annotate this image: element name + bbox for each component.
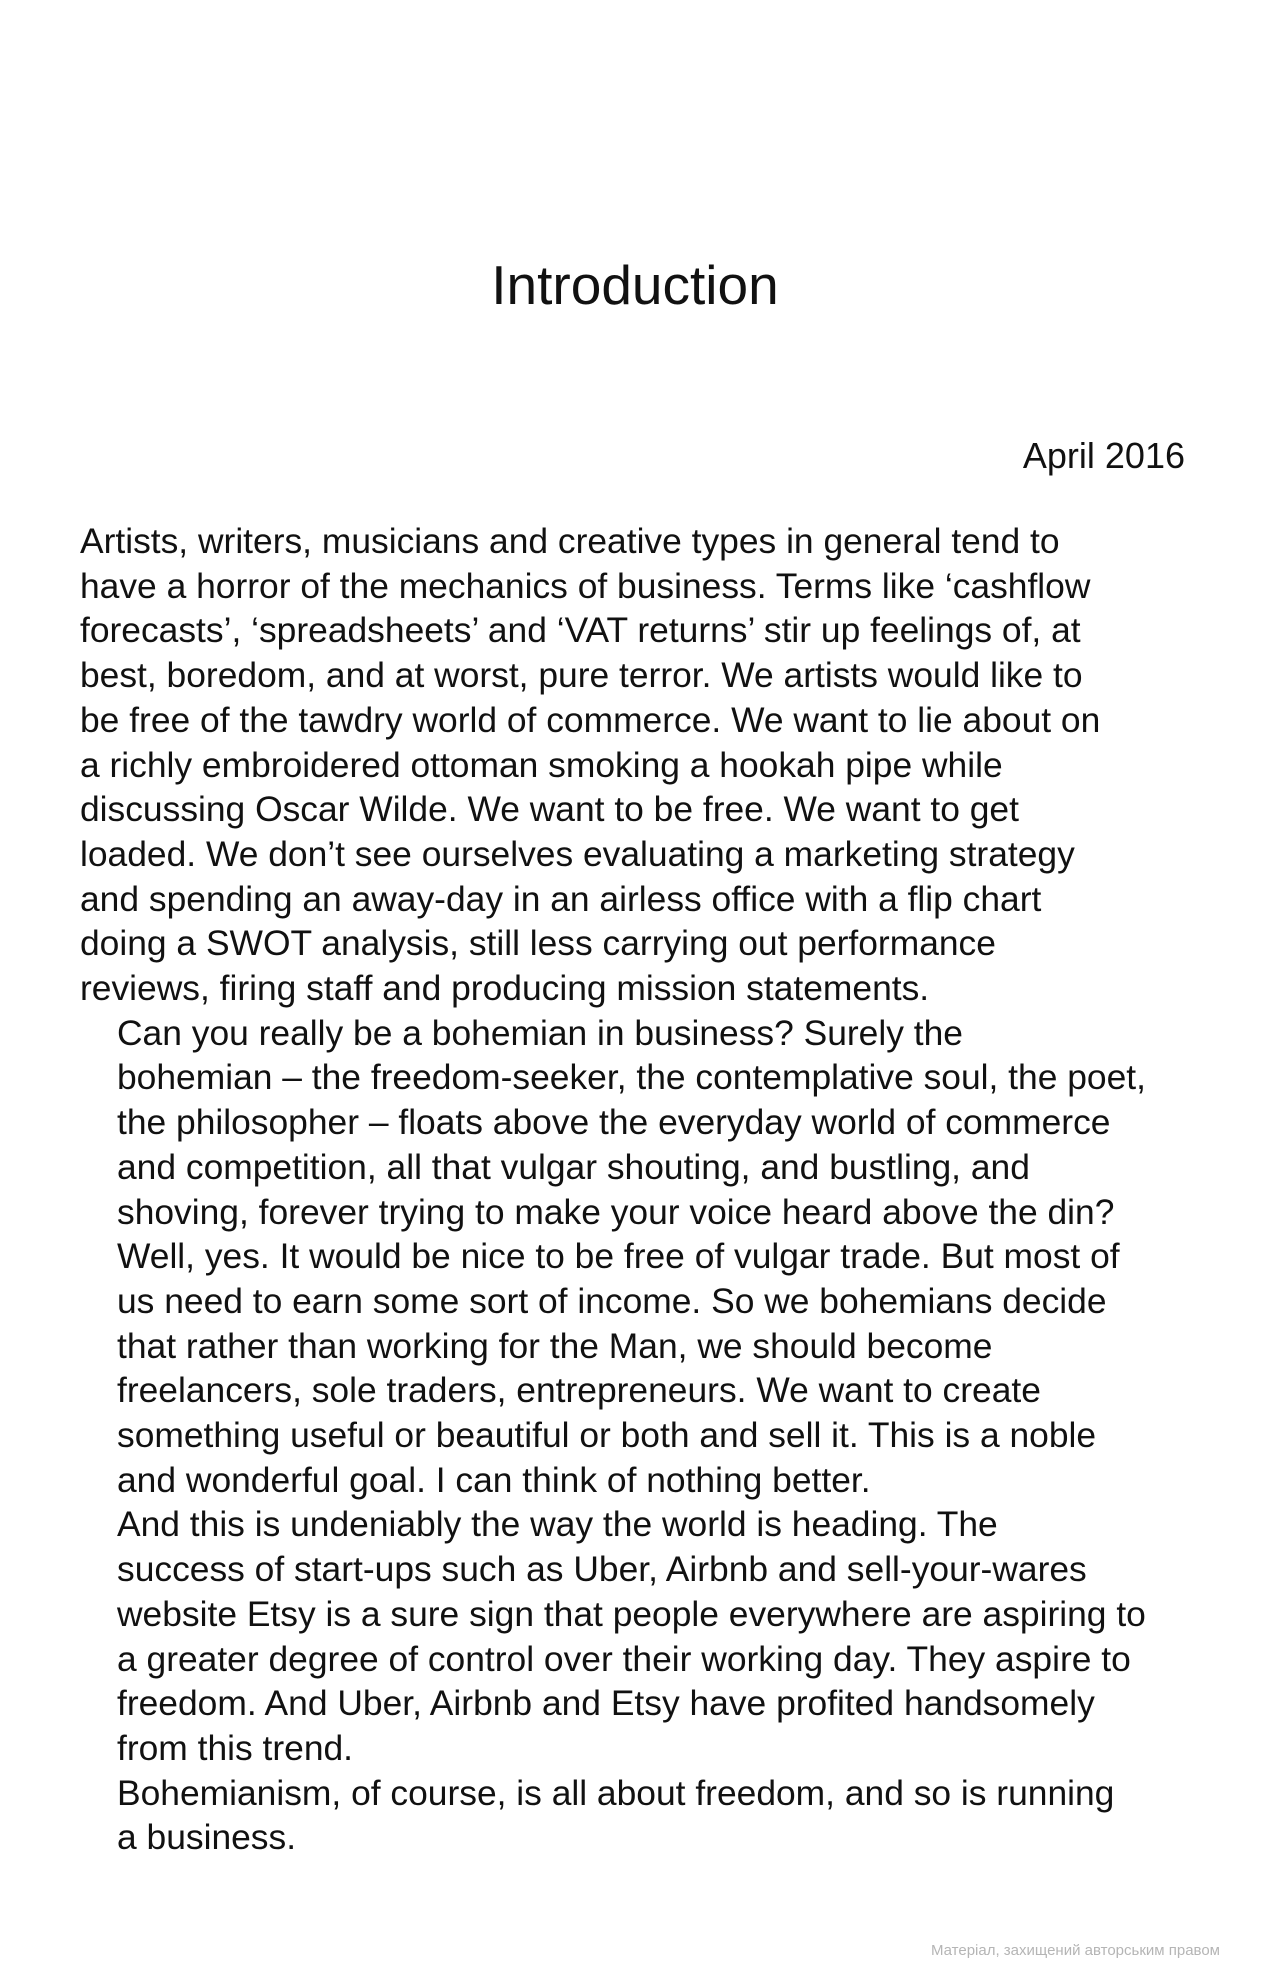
text-line: reviews, firing staff and producing mission statements. — [80, 968, 930, 1009]
text-line: And this is undeniably the way the world is heading. The — [117, 1504, 998, 1545]
text-line: the philosopher – floats above the everyday world of commerce — [117, 1102, 1111, 1143]
text-line: Can you really be a bohemian in business? Surely the — [117, 1012, 963, 1053]
text-line: Well, yes. It would be nice to be free of vulgar trade. But most of — [117, 1236, 1120, 1277]
text-line: freelancers, sole traders, entrepreneurs. We want to create — [117, 1370, 1041, 1411]
text-line: and spending an away-day in an airless office with a flip chart — [80, 878, 1042, 919]
text-line: loaded. We don’t see ourselves evaluating a marketing strategy — [80, 833, 1075, 874]
text-line: be free of the tawdry world of commerce. We want to lie about on — [80, 699, 1101, 740]
text-line: website Etsy is a sure sign that people everywhere are aspiring to — [117, 1593, 1146, 1634]
text-line: and wonderful goal. I can think of nothing better. — [117, 1459, 871, 1500]
text-line: from this trend. — [117, 1727, 354, 1768]
text-line: forecasts’, ‘spreadsheets’ and ‘VAT returns’ stir up feelings of, at — [80, 610, 1081, 651]
text-line: bohemian – the freedom-seeker, the contemplative soul, the poet, — [117, 1057, 1146, 1098]
body-text — [80, 519, 1200, 1860]
paragraph — [80, 1771, 1200, 1860]
text-line: a business. — [117, 1817, 297, 1858]
text-line: that rather than working for the Man, we should become — [117, 1325, 993, 1366]
paragraph — [80, 1502, 1200, 1770]
text-line: have a horror of the mechanics of business. Terms like ‘cashflow — [80, 565, 1091, 606]
text-line: us need to earn some sort of income. So we bohemians decide — [117, 1280, 1107, 1321]
text-line: something useful or beautiful or both and sell it. This is a noble — [117, 1415, 1097, 1456]
chapter-title: Introduction — [491, 254, 779, 316]
text-line: success of start-ups such as Uber, Airbnb and sell-your-wares — [117, 1549, 1087, 1590]
paragraph — [80, 1011, 1200, 1235]
text-line: freedom. And Uber, Airbnb and Etsy have profited handsomely — [117, 1683, 1095, 1724]
text-line: shoving, forever trying to make your voice heard above the din? — [117, 1191, 1115, 1232]
paragraph — [80, 519, 1200, 1011]
text-line: doing a SWOT analysis, still less carrying out performance — [80, 923, 996, 964]
text-line: and competition, all that vulgar shouting, and bustling, and — [117, 1146, 1030, 1187]
paragraph — [80, 1234, 1200, 1502]
text-line: a richly embroidered ottoman smoking a hookah pipe while — [80, 744, 1003, 785]
text-line: Artists, writers, musicians and creative types in general tend to — [80, 521, 1060, 561]
text-line: Bohemianism, of course, is all about freedom, and so is running — [117, 1772, 1115, 1813]
text-line: best, boredom, and at worst, pure terror. We artists would like to — [80, 655, 1083, 696]
chapter-date: April 2016 — [1022, 435, 1185, 476]
text-line: discussing Oscar Wilde. We want to be free. We want to get — [80, 789, 1019, 830]
copyright-watermark: Матеріал, захищений авторським правом — [930, 1942, 1220, 1959]
text-line: a greater degree of control over their working day. They aspire to — [117, 1638, 1131, 1679]
